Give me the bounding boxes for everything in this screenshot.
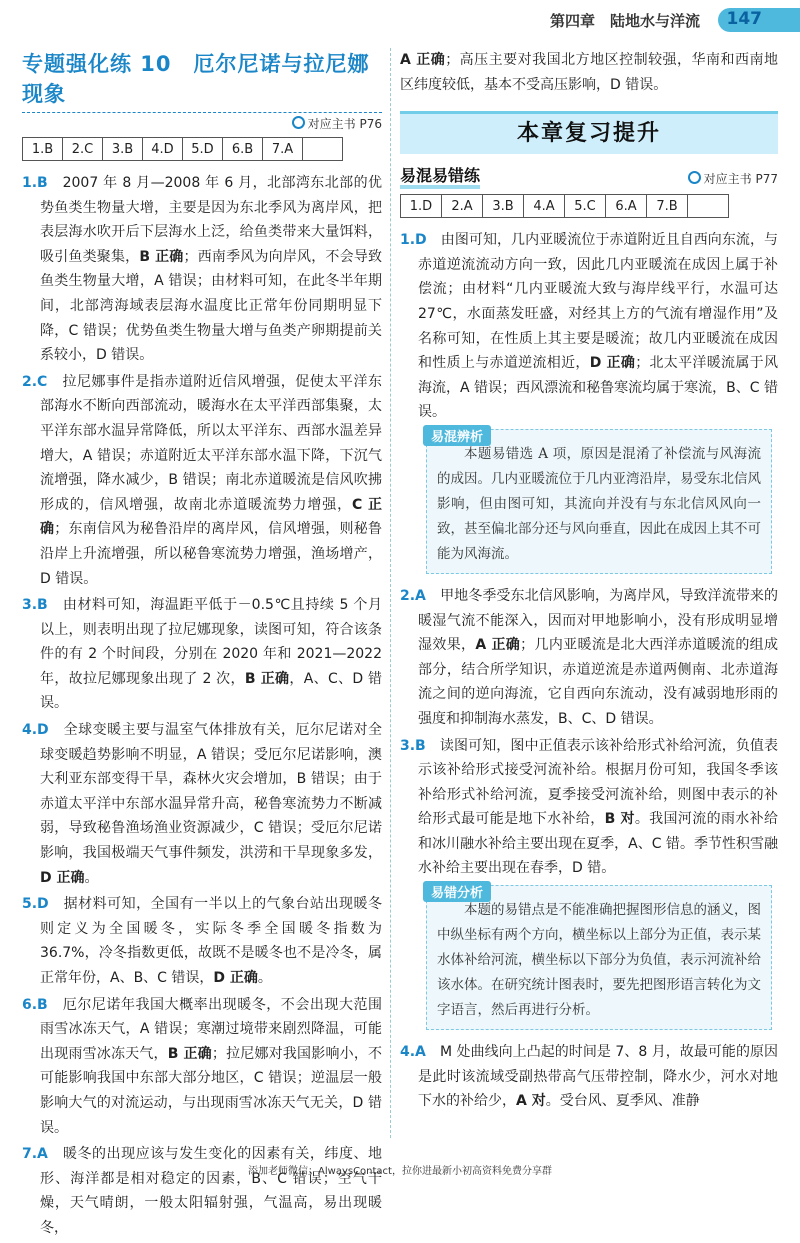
answer-cell: 5.D xyxy=(183,138,223,161)
answer-list xyxy=(400,228,778,425)
explanation-text: ；东南信风为秘鲁沿岸的离岸风，信风增强，则秘鲁沿岸上升流增强，所以秘鲁寒流势力增强，渔场增产，D 错误。 xyxy=(40,521,383,587)
explanation-text: M 处曲线向上凸起的时间是 7、8 月，故最可能的原因是此时该流域受副热带高气压带控制，降水少，河水对地下水的补给少， xyxy=(418,1044,779,1110)
answer-verdict: B 对 xyxy=(604,811,635,828)
answer-list xyxy=(400,1040,778,1114)
subsection-title: 易混易错练 xyxy=(400,167,480,189)
answer-cell: 2.C xyxy=(63,138,103,161)
answer-cell: 6.B xyxy=(223,138,263,161)
question-number: 6.B xyxy=(22,996,48,1013)
question-number: 4.A xyxy=(400,1044,426,1061)
answer-item xyxy=(22,171,382,368)
answer-cell: 7.B xyxy=(647,195,688,218)
reference-text: 对应主书 P76 xyxy=(307,117,382,131)
footer-note: 添加老师微信：AlwaysContact，拉你进最新小初高资料免费分享群 xyxy=(248,1166,552,1177)
reference-text: 对应主书 P77 xyxy=(703,172,778,187)
answer-list xyxy=(22,171,382,1241)
question-number: 1.D xyxy=(400,232,427,249)
answer-verdict: D 正确 xyxy=(589,355,636,372)
explanation-text: 2007 年 8 月—2008 年 6 月，北部湾东北部的优势鱼类生物量大增，主要是因为东北季风为离岸风，把表层海水吹开后下层海水上泛，给鱼类带来大量饵料，吸引鱼类聚集， xyxy=(40,175,383,265)
answer-verdict: C 正确 xyxy=(40,496,383,538)
tip-text: 本题的易错点是不能准确把握图形信息的涵义，图中纵坐标有两个方向，横坐标以上部分为正值，表示某水体补给河流，横坐标以下部分为负值，表示河流补给该水体。在研究统计图表时，要先把图形语言转化为文字语言，然后再进行分析。 xyxy=(437,902,761,1019)
answer-item xyxy=(22,892,382,990)
continued-text xyxy=(400,48,778,97)
magnifier-icon xyxy=(688,171,701,184)
tip-tag: 易错分析 xyxy=(423,881,491,902)
explanation-text: ；北太平洋暖流属于风海流，A 错误；西风漂流和秘鲁寒流均属于寒流，B、C 错误。 xyxy=(418,355,778,421)
answer-item xyxy=(400,584,778,732)
explanation-text: ；西南季风为向岸风，不会导致鱼类生物量大增，A 错误；由材料可知，在此冬半年期间，北部湾海域表层海水温度比正常年份同期明显下降，C 错误；优势鱼类生物量大增与鱼类产卵期提前关系较小，D 错误。 xyxy=(40,248,383,364)
answer-verdict: A 正确 xyxy=(400,52,446,68)
explanation-text: 厄尔尼诺年我国大概率出现暖冬，不会出现大范围雨雪冰冻天气，A 错误；寒潮过境带来剧烈降温，可能出现雨雪冰冻天气， xyxy=(40,996,383,1062)
tip-box xyxy=(426,429,772,574)
answer-item xyxy=(400,734,778,882)
answer-verdict: B 正确 xyxy=(167,1045,212,1062)
section-title: 专题强化练 10 厄尔尼诺与拉尼娜现象 xyxy=(22,52,370,106)
tip-text: 本题易错选 A 项，原因是混淆了补偿流与风海流的成因。几内亚暖流位于几内亚湾沿岸，易受东北信风影响，但由图可知，其流向并没有与东北信风风向一致，甚至偏北部分还与风向垂直，因此在成因上其不可能为风海流。 xyxy=(437,445,761,562)
explanation-text: 拉尼娜事件是指赤道附近信风增强，促使太平洋东部海水不断向西部流动，暖海水在太平洋西部集聚，太平洋东部水温异常降低，所以太平洋东、西部水温差异增大，A 错误；赤道附近太平洋东部水温下降，下沉气流增强，降水减少，B 错误；南北赤道暖流是信风吹拂形成的，信风增强，故南北赤道暖流势力增强， xyxy=(40,373,383,513)
answer-item xyxy=(22,370,382,591)
answer-item xyxy=(400,1040,778,1114)
question-number: 3.B xyxy=(22,597,48,614)
question-number: 7.A xyxy=(22,1146,48,1163)
question-number: 3.B xyxy=(400,737,426,754)
question-number: 5.D xyxy=(22,896,49,913)
explanation-text: 全球变暖主要与温室气体排放有关，厄尔尼诺对全球变暖趋势影响不明显，A 错误；受厄尔尼诺影响，澳大利亚东部变得干旱，森林火灾会增加，B 错误；由于赤道太平洋中东部水温异常升高，秘鲁寒流势力不断减弱，导致秘鲁渔场渔业资源减少，C 错误；受厄尔尼诺影响，我国极端天气事件频发，洪涝和干旱现象多发， xyxy=(40,722,382,862)
explanation-text: 读图可知，图中正值表示该补给形式补给河流，负值表示该补给形式接受河流补给。根据月份可知，我国冬季该补给形式补给河流，夏季接受河流补给，则图中表示的补给形式最可能是地下水补给， xyxy=(418,737,779,828)
answer-cell: 1.D xyxy=(401,195,442,218)
answer-cell: 3.B xyxy=(483,195,524,218)
chapter-review-banner: 本章复习提升 xyxy=(400,111,778,154)
right-column xyxy=(400,48,778,1116)
tip-tag: 易混辨析 xyxy=(423,425,491,446)
explanation-text: 由图可知，几内亚暖流位于赤道附近且自西向东流，与赤道逆流流动方向一致，因此几内亚暖流在成因上属于补偿流；由材料“几内亚暖流大致与海岸线平行，水温可达 27℃，水面蒸发旺盛，对经其上方的气流有增湿作用”及名称可知，在性质上其主要是暖流；故几内亚暖流在成因和性质上与赤道逆流相近， xyxy=(418,232,779,372)
page-header xyxy=(0,0,800,38)
answer-item xyxy=(22,993,382,1141)
page-number: 147 xyxy=(726,9,762,29)
answer-cell: 5.C xyxy=(565,195,606,218)
answer-verdict: B 正确 xyxy=(244,670,290,687)
answer-cell: 2.A xyxy=(442,195,483,218)
left-column xyxy=(22,48,382,1243)
explanation-text: 。受台风、夏季风、准静 xyxy=(545,1093,700,1110)
explanation-text: 据材料可知，全国有一半以上的气象台站出现暖冬则定义为全国暖冬，实际冬季全国暖冬指数为 36.7%，冷冬指数更低，故既不是暖冬也不是冷冬，属正常年份，A、B、C 错误， xyxy=(40,896,382,986)
explanation-text: 甲地冬季受东北信风影响，为离岸风，导致洋流带来的暖湿气流不能深入，因而对甲地影响小，没有形成明显增湿效果， xyxy=(418,587,779,654)
explanation-text: ；高压主要对我国北方地区控制较强，华南和西南地区纬度较低，基本不受高压影响，D 错误。 xyxy=(400,52,778,93)
answer-verdict: D 正确 xyxy=(40,869,85,886)
subsection-header xyxy=(400,166,778,190)
answer-table xyxy=(22,137,343,161)
title-rule xyxy=(22,112,382,113)
answer-cell: 7.A xyxy=(263,138,303,161)
reference-note xyxy=(688,170,778,188)
explanation-text: 由材料可知，海温距平低于－0.5℃且持续 5 个月以上，则表明出现了拉尼娜现象，读图可知，符合该条件的有 2 个时间段，分别在 2020 年和 2021—2022 年，故拉尼娜现象出现了 2 次， xyxy=(40,597,383,687)
question-number: 2.C xyxy=(22,373,48,390)
answer-cell: 4.A xyxy=(524,195,565,218)
magnifier-icon xyxy=(292,116,305,129)
question-number: 4.D xyxy=(22,722,49,739)
answer-cell xyxy=(688,195,729,218)
answer-verdict: B 正确 xyxy=(139,248,184,265)
answer-cell: 3.B xyxy=(103,138,143,161)
question-number: 1.B xyxy=(22,175,48,191)
answer-verdict: D 正确 xyxy=(213,970,258,986)
answer-item xyxy=(400,228,778,425)
answer-table xyxy=(400,194,729,218)
answer-item xyxy=(22,593,382,716)
column-divider xyxy=(390,48,391,1138)
tip-box xyxy=(426,885,772,1030)
answer-item xyxy=(22,1142,382,1240)
explanation-text: 。我国河流的雨水补给和冰川融水补给主要出现在夏季，A、C 错。季节性积雪融水补给主要出现在春季，D 错。 xyxy=(418,811,778,877)
answer-cell: 6.A xyxy=(606,195,647,218)
answer-cell: 1.B xyxy=(23,138,63,161)
explanation-text: 。 xyxy=(84,869,99,886)
explanation-text: ，A、C、D 错误。 xyxy=(40,670,383,712)
chapter-title: 第四章 陆地水与洋流 xyxy=(549,12,700,30)
answer-cell xyxy=(303,138,343,161)
explanation-text: ；拉尼娜对我国影响小，不可能影响我国中东部大部分地区，C 错误；逆温层一般影响大气的对流运动，与出现雨雪冰冻天气无关，D 错误。 xyxy=(40,1045,383,1136)
question-number: 2.A xyxy=(400,587,426,604)
answer-verdict: A 正确 xyxy=(475,637,521,654)
reference-note xyxy=(22,115,382,133)
explanation-text: ；几内亚暖流是北大西洋赤道暖流的组成部分，结合所学知识，赤道逆流是赤道两侧南、北赤道海流之间的逆向海流，它自西向东流动，没有减弱地形雨的强度和抑制海水蒸发，B、C、D 错误。 xyxy=(418,637,779,727)
answer-item xyxy=(22,718,382,890)
explanation-text: 暖冬的出现应该与发生变化的因素有关，纬度、地形、海洋都是相对稳定的因素，B、C 错误；空气干燥，天气晴朗，一般太阳辐射强，气温高，易出现暖冬， xyxy=(40,1146,383,1236)
answer-list xyxy=(400,584,778,881)
answer-cell: 4.D xyxy=(143,138,183,161)
answer-verdict: A 对 xyxy=(516,1093,546,1110)
explanation-text: 。 xyxy=(257,970,272,986)
